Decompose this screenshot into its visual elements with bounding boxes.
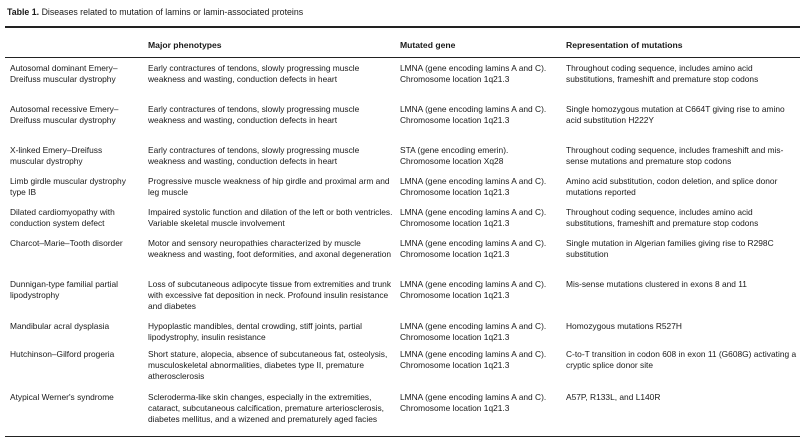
phenotype-cell: Early contractures of tendons, slowly progressing muscle weakness and wasting, conduction defects in heart <box>148 104 360 125</box>
phenotype-cell: Short stature, alopecia, absence of subcutaneous fat, osteolysis, musculoskeletal abnormalities, diabetes type II, premature atherosclerosis <box>148 349 388 381</box>
table-caption <box>7 6 797 18</box>
gene-cell: LMNA (gene encoding lamins A and C). Chromosome location 1q21.3 <box>400 349 547 370</box>
gene-cell: LMNA (gene encoding lamins A and C). Chromosome location 1q21.3 <box>400 176 547 197</box>
disease-cell: Charcot–Marie–Tooth disorder <box>10 238 123 248</box>
disease-cell: Atypical Werner's syndrome <box>10 392 114 402</box>
phenotype-cell: Progressive muscle weakness of hip girdle and proximal arm and leg muscle <box>148 176 390 197</box>
mutations-cell: Amino acid substitution, codon deletion, and splice donor mutations reported <box>566 176 778 197</box>
mutations-cell: A57P, R133L, and L140R <box>566 392 661 402</box>
disease-cell: X-linked Emery–Dreifuss muscular dystrophy <box>10 145 103 166</box>
mutations-cell: Throughout coding sequence, includes frameshift and mis-sense mutations and premature stop codons <box>566 145 784 166</box>
phenotype-cell: Early contractures of tendons, slowly progressing muscle weakness and wasting, conduction defects in heart <box>148 63 360 84</box>
disease-cell: Dilated cardiomyopathy with conduction system defect <box>10 207 115 228</box>
header-mutated-gene: Mutated gene <box>400 40 456 50</box>
disease-cell: Hutchinson–Gilford progeria <box>10 349 115 359</box>
disease-cell: Autosomal recessive Emery–Dreifuss muscular dystrophy <box>10 104 119 125</box>
header-major-phenotypes: Major phenotypes <box>148 40 222 50</box>
gene-cell: LMNA (gene encoding lamins A and C). Chromosome location 1q21.3 <box>400 63 547 84</box>
gene-cell: LMNA (gene encoding lamins A and C). Chromosome location 1q21.3 <box>400 207 547 228</box>
mutations-cell: Single homozygous mutation at C664T giving rise to amino acid substitution H222Y <box>566 104 785 125</box>
gene-cell: LMNA (gene encoding lamins A and C). Chromosome location 1q21.3 <box>400 392 547 413</box>
gene-cell: LMNA (gene encoding lamins A and C). Chromosome location 1q21.3 <box>400 238 547 259</box>
gene-cell: LMNA (gene encoding lamins A and C). Chromosome location 1q21.3 <box>400 104 547 125</box>
phenotype-cell: Loss of subcutaneous adipocyte tissue from extremities and trunk with excessive fat deposition in neck. Profound insulin resistance and diabetes <box>148 279 392 311</box>
gene-cell: STA (gene encoding emerin). Chromosome location Xq28 <box>400 145 509 166</box>
mutations-cell: Mis-sense mutations clustered in exons 8 and 11 <box>566 279 747 289</box>
mutations-cell: Single mutation in Algerian families giving rise to R298C substitution <box>566 238 774 259</box>
disease-cell: Limb girdle muscular dystrophy type IB <box>10 176 126 197</box>
gene-cell: LMNA (gene encoding lamins A and C). Chromosome location 1q21.3 <box>400 279 547 300</box>
disease-cell: Dunnigan-type familial partial lipodystrophy <box>10 279 118 300</box>
phenotype-cell: Impaired systolic function and dilation of the left or both ventricles. Variable skeletal muscle involvement <box>148 207 393 228</box>
phenotype-cell: Motor and sensory neuropathies characterized by muscle weakness and wasting, foot deformities, and axonal degeneration <box>148 238 392 259</box>
phenotype-cell: Hypoplastic mandibles, dental crowding, stiff joints, partial lipodystrophy, insulin resistance <box>148 321 362 342</box>
header-representation-of-mutations: Representation of mutations <box>566 40 683 50</box>
bottom-rule <box>5 436 800 437</box>
mutations-cell: C-to-T transition in codon 608 in exon 11 (G608G) activating a cryptic splice donor site <box>566 349 797 370</box>
mutations-cell: Throughout coding sequence, includes amino acid substitutions, frameshift and premature stop codons <box>566 207 759 228</box>
disease-cell: Autosomal dominant Emery–Dreifuss muscular dystrophy <box>10 63 118 84</box>
disease-cell: Mandibular acral dysplasia <box>10 321 110 331</box>
top-rule <box>5 26 800 28</box>
header-rule <box>5 57 800 58</box>
mutations-cell: Homozygous mutations R527H <box>566 321 682 331</box>
phenotype-cell: Early contractures of tendons, slowly progressing muscle weakness and wasting, conduction defects in heart <box>148 145 360 166</box>
gene-cell: LMNA (gene encoding lamins A and C). Chromosome location 1q21.3 <box>400 321 547 342</box>
caption-text: Diseases related to mutation of lamins or lamin-associated proteins <box>41 7 304 17</box>
caption-label: Table 1. <box>7 7 40 17</box>
mutations-cell: Throughout coding sequence, includes amino acid substitutions, frameshift and premature stop codons <box>566 63 759 84</box>
phenotype-cell: Scleroderma-like skin changes, especially in the extremities, cataract, subcutaneous calcification, premature arteriosclerosis, diabetes mellitus, and a wizened and prematurely aged facies <box>148 392 385 424</box>
